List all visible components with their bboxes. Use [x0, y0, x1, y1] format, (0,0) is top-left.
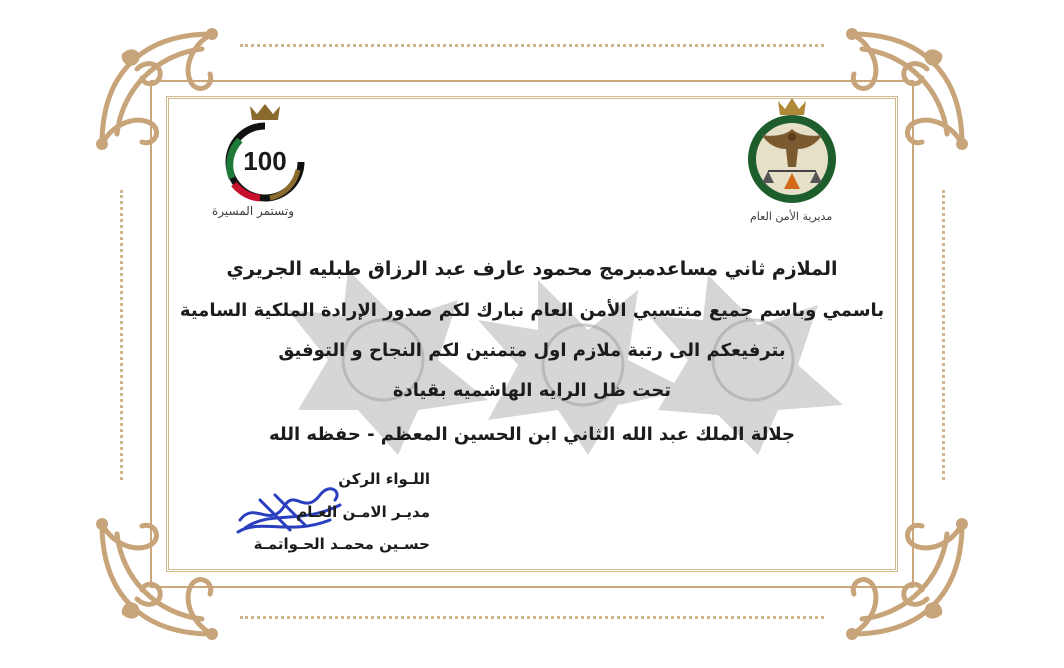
emblem-crown-icon — [778, 98, 806, 115]
top-right-ornament-icon — [832, 14, 982, 164]
recipient-line: الملازم ثاني مساعدمبرمج محمود عارف عبد الرزاق طبليه الجريري — [226, 258, 838, 280]
signatory-title: مديـر الامـن العـام — [296, 503, 430, 521]
centennial-number: 100 — [243, 146, 287, 176]
crown-icon — [250, 104, 280, 120]
right-dotted-border — [942, 190, 945, 480]
centennial-caption: وتستمر المسيرة — [212, 204, 294, 218]
body-line-1: باسمي وباسم جميع منتسبي الأمن العام نبارك لكم صدور الإرادة الملكية السامية — [179, 300, 885, 321]
public-security-caption: مديرية الأمن العام — [750, 210, 833, 223]
top-dotted-border — [240, 44, 824, 47]
left-dotted-border — [120, 190, 123, 480]
centennial-logo — [210, 100, 320, 220]
bottom-left-ornament-icon — [82, 504, 232, 654]
body-line-2: بترفيعكم الى رتبة ملازم اول متمنين لكم النجاح و التوفيق — [278, 340, 786, 361]
body-line-4: جلالة الملك عبد الله الثاني ابن الحسين المعظم - حفظه الله — [268, 424, 796, 445]
signatory-name: حسـين محمـد الحـواتمـة — [253, 535, 430, 553]
bottom-dotted-border — [240, 616, 824, 619]
signatory-rank: اللـواء الركن — [338, 470, 430, 488]
bottom-right-ornament-icon — [832, 504, 982, 654]
body-line-3: تحت ظل الرايه الهاشميه بقيادة — [392, 380, 672, 401]
